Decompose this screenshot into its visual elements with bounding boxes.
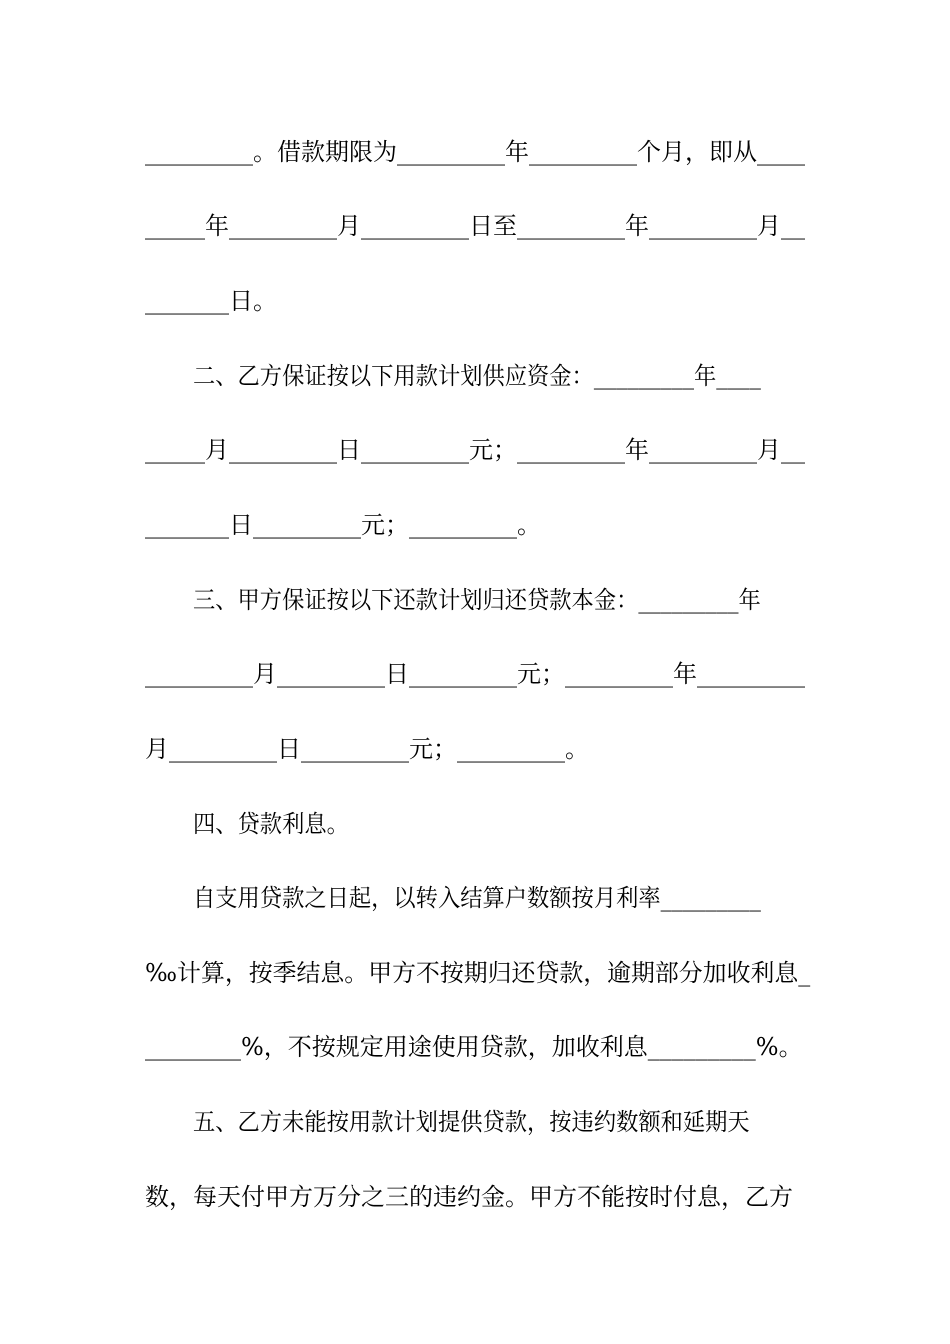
text-line: 数，每天付甲方万分之三的违约金。甲方不能按时付息，乙方	[145, 1183, 793, 1211]
text-line: 自支用贷款之日起，以转入结算户数额按月利率_________	[193, 884, 761, 912]
section-2-heading-line: 二、乙方保证按以下用款计划供应资金：_________年____	[193, 362, 761, 390]
text-line: _______日_________元；_________。	[145, 511, 541, 539]
section-4-heading: 四、贷款利息。	[193, 810, 349, 838]
section-3-heading-line: 三、甲方保证按以下还款计划归还贷款本金：_________年	[193, 586, 761, 614]
text-line: 月_________日_________元；_________。	[145, 735, 589, 763]
text-line: _________月_________日_________元；_________年_________	[145, 660, 805, 688]
text-line: ________%，不按规定用途使用贷款，加收利息_________%。	[145, 1033, 803, 1061]
text-line: ‰计算，按季结息。甲方不按期归还贷款，逾期部分加收利息_	[145, 959, 811, 987]
text-line: _________。借款期限为_________年_________个月，即从____	[145, 138, 805, 166]
section-5-heading-line: 五、乙方未能按用款计划提供贷款，按违约数额和延期天	[193, 1108, 750, 1136]
text-line: _______日。	[145, 287, 277, 315]
text-line: _____年_________月_________日至_________年_________月__	[145, 212, 805, 240]
text-line: _____月_________日_________元；_________年_________月__	[145, 436, 805, 464]
